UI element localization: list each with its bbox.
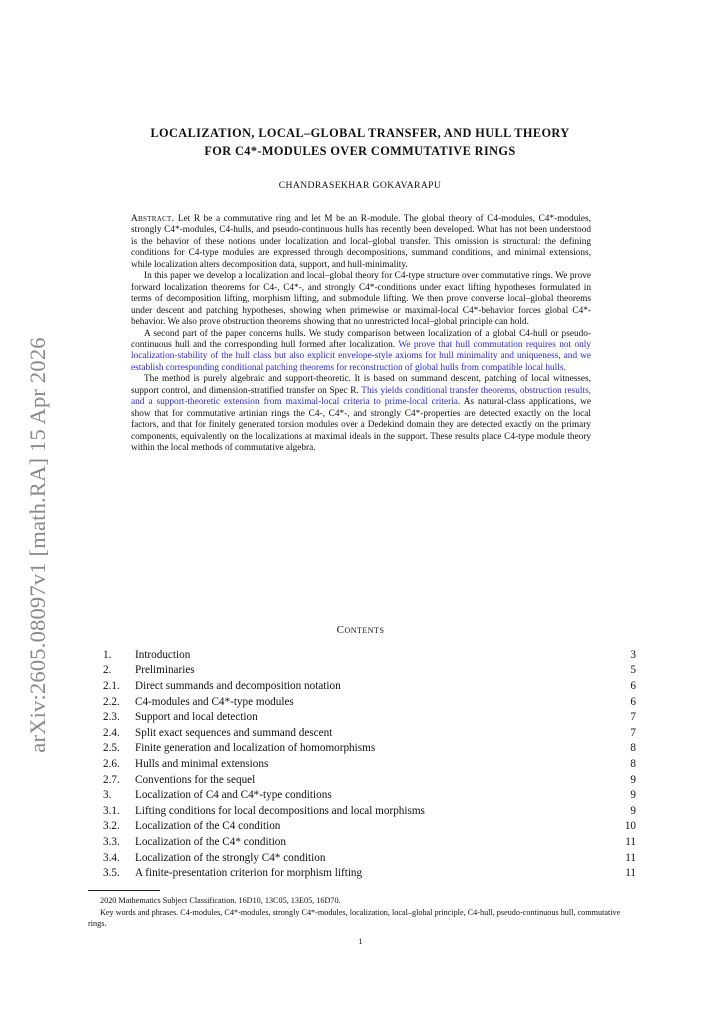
toc-page: 8 bbox=[630, 742, 636, 755]
toc-page: 7 bbox=[630, 726, 636, 739]
toc-page: 11 bbox=[625, 867, 636, 880]
toc-page: 6 bbox=[630, 679, 636, 692]
author: CHANDRASEKHAR GOKAVARAPU bbox=[278, 180, 442, 191]
toc-item[interactable] bbox=[103, 709, 636, 725]
footnote-msc: 2020 Mathematics Subject Classification. 16D10, 13C05, 13E05, 16D70. bbox=[100, 896, 341, 905]
toc-label: Preliminaries bbox=[135, 664, 195, 677]
toc-item[interactable] bbox=[103, 803, 636, 819]
toc-number: 3.2. bbox=[103, 820, 120, 833]
toc-number: 2.6. bbox=[103, 757, 120, 770]
toc-number: 3.1. bbox=[103, 804, 120, 817]
abstract-link-3b[interactable]: We prove that hull commutation requires not only localization-stability of the hull class but also explicit envelope-style axioms for hull minimality and uniqueness, and we establish corresponding conditional patching theorems for reconstruction of global hulls from compatible local hulls. bbox=[131, 339, 591, 373]
toc-page: 7 bbox=[630, 711, 636, 724]
toc-item[interactable] bbox=[103, 772, 636, 788]
arxiv-stamp bbox=[18, 310, 58, 780]
toc-label: Split exact sequences and summand descent bbox=[135, 726, 333, 739]
toc-item[interactable] bbox=[103, 850, 636, 866]
footnote-keywords: Key words and phrases. C4-modules, C4*-modules, strongly C4*-modules, localization, local–global principle, C4-hull, pseudo-continuous hull, commutative rings. bbox=[88, 907, 621, 928]
toc-item[interactable] bbox=[103, 694, 636, 710]
table-of-contents bbox=[103, 647, 636, 881]
toc-page: 9 bbox=[630, 789, 636, 802]
toc-number: 3.3. bbox=[103, 835, 120, 848]
footnote-rule bbox=[88, 890, 160, 891]
toc-item[interactable] bbox=[103, 725, 636, 741]
abstract bbox=[131, 214, 591, 455]
toc-number: 2.4. bbox=[103, 726, 120, 739]
toc-label: Localization of C4 and C4*-type conditions bbox=[135, 789, 332, 802]
abstract-heading: Abstract. bbox=[131, 214, 175, 224]
toc-label: Conventions for the sequel bbox=[135, 773, 256, 786]
toc-item[interactable] bbox=[103, 647, 636, 663]
title-line-2: FOR C4*-MODULES OVER COMMUTATIVE RINGS bbox=[204, 144, 516, 158]
toc-item[interactable] bbox=[103, 741, 636, 757]
toc-label: Localization of the C4 condition bbox=[135, 820, 281, 833]
arxiv-id: arXiv:2605.08097v1 [math.RA] 15 Apr 2026 bbox=[25, 337, 50, 753]
toc-item[interactable] bbox=[103, 787, 636, 803]
toc-label: Support and local detection bbox=[135, 711, 258, 724]
toc-item[interactable] bbox=[103, 819, 636, 835]
abstract-text-4a: The method is purely algebraic and support-theoretic. It is based on summand descent, patching of local witnesses, support control, and dimension-stratified transfer on Spec R. bbox=[131, 374, 591, 396]
toc-page: 11 bbox=[625, 835, 636, 848]
toc-number: 3.5. bbox=[103, 867, 120, 880]
toc-number: 3. bbox=[103, 789, 112, 802]
footnotes bbox=[88, 895, 636, 930]
toc-item[interactable] bbox=[103, 865, 636, 881]
toc-page: 8 bbox=[630, 757, 636, 770]
abstract-paragraph-1 bbox=[131, 214, 591, 271]
toc-label: Localization of the strongly C4* condition bbox=[135, 851, 326, 864]
toc-page: 10 bbox=[624, 820, 636, 833]
toc-page: 3 bbox=[630, 648, 636, 661]
title-line-1: LOCALIZATION, LOCAL–GLOBAL TRANSFER, AND HULL THEORY bbox=[150, 126, 570, 140]
toc-page: 11 bbox=[625, 851, 636, 864]
toc-label: Lifting conditions for local decompositions and local morphisms bbox=[135, 804, 425, 817]
toc-page: 5 bbox=[630, 664, 636, 677]
toc-number: 3.4. bbox=[103, 851, 120, 864]
abstract-paragraph-2: In this paper we develop a localization and local–global theory for C4-type structure over commutative rings. We prove forward localization theorems for C4-, C4*-, and strongly C4*-conditions under exact lifting hypotheses formulated in terms of decomposition lifting, morphism lifting, and submodule lifting. We then prove converse local–global theorems under descent and patching hypotheses, showing when primewise or maximal-local C4*-behavior forces global C4*-behavior. We also prove obstruction theorems showing that no unrestricted local–global principle can hold. bbox=[131, 271, 591, 328]
toc-number: 2.7. bbox=[103, 773, 120, 786]
toc-label: Direct summands and decomposition notation bbox=[135, 679, 341, 692]
toc-label: Hulls and minimal extensions bbox=[135, 757, 269, 770]
toc-label: C4-modules and C4*-type modules bbox=[135, 695, 294, 708]
toc-item[interactable] bbox=[103, 678, 636, 694]
page-number: 1 bbox=[358, 936, 363, 946]
abstract-text-3a: A second part of the paper concerns hulls. We study comparison between localization of a global C4-hull or pseudo-continuous hull and the corresponding hull formed after localization. bbox=[131, 328, 591, 350]
paper-title bbox=[90, 124, 630, 160]
toc-label: A finite-presentation criterion for morphism lifting bbox=[135, 867, 363, 880]
toc-number: 2.2. bbox=[103, 695, 120, 708]
toc-page: 9 bbox=[630, 804, 636, 817]
toc-number: 1. bbox=[103, 648, 112, 661]
toc-label: Localization of the C4* condition bbox=[135, 835, 286, 848]
contents-heading: Contents bbox=[336, 624, 385, 636]
abstract-text-1: Let R be a commutative ring and let M be an R-module. The global theory of C4-modules, C4*-modules, strongly C4*-modules, C4-hulls, and pseudo-continuous hulls has recently been developed. What has not been understood is the behavior of these notions under localization and local–global transfer. This omission is structural: the defining conditions for C4-type modules are expressed through decompositions, summand conditions, and minimal extensions, while localization alters decomposition data, support, and hull-minimality. bbox=[131, 214, 591, 270]
toc-item[interactable] bbox=[103, 756, 636, 772]
toc-number: 2.5. bbox=[103, 742, 120, 755]
toc-label: Introduction bbox=[135, 648, 191, 661]
abstract-text-4c: As natural-class applications, we show that for commutative artinian rings the C4-, C4*-, and strongly C4*-properties are detected exactly on the local factors, and that for finitely generated torsion modules over a Dedekind domain they are detected exactly on the primary components, equivalently on the localizations at maximal ideals in the support. These results place C4-type module theory within the local methods of commutative algebra. bbox=[131, 397, 592, 454]
toc-page: 6 bbox=[630, 695, 636, 708]
toc-page: 9 bbox=[630, 773, 636, 786]
toc-number: 2.3. bbox=[103, 711, 120, 724]
abstract-paragraph-4 bbox=[131, 374, 591, 454]
toc-number: 2. bbox=[103, 664, 112, 677]
abstract-paragraph-3 bbox=[131, 329, 591, 375]
toc-label: Finite generation and localization of homomorphisms bbox=[135, 742, 376, 755]
toc-item[interactable] bbox=[103, 663, 636, 679]
toc-item[interactable] bbox=[103, 834, 636, 850]
abstract-link-4b[interactable]: This yields conditional transfer theorems, obstruction results, and a support-theoretic extension from maximal-local criteria to prime-local criteria. bbox=[131, 385, 592, 408]
toc-number: 2.1. bbox=[103, 679, 120, 692]
